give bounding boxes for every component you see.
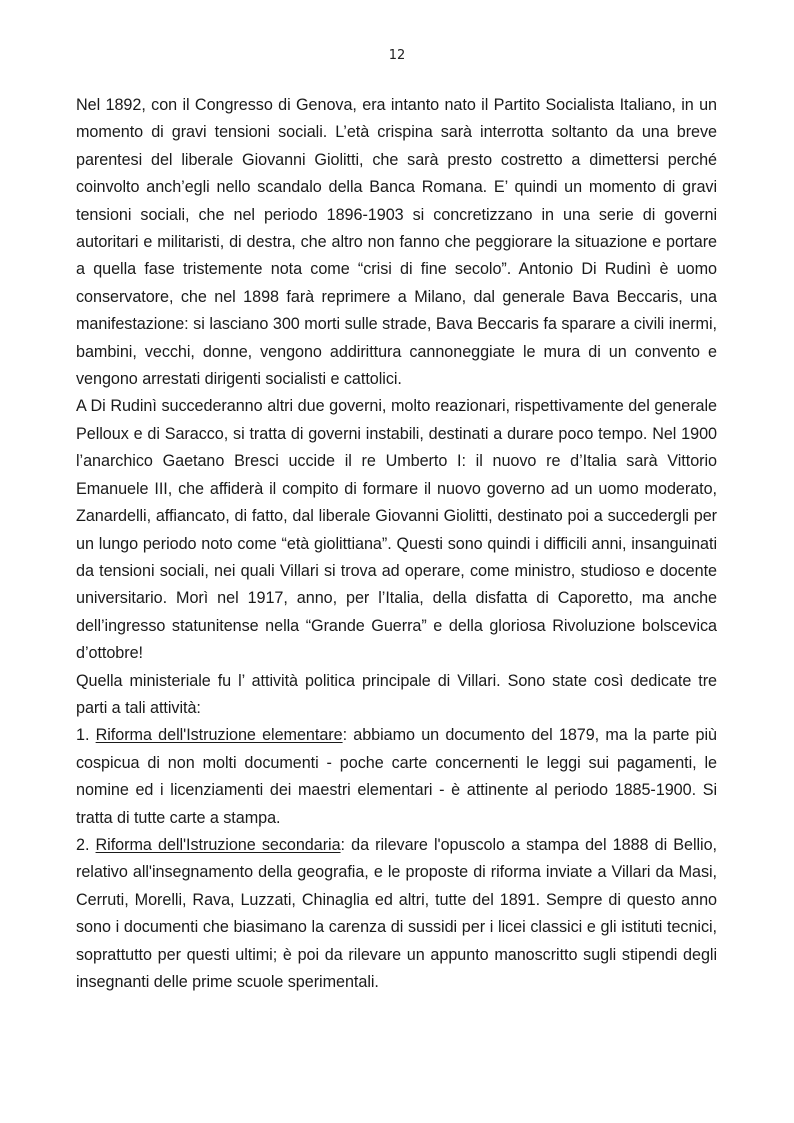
list-item-title: Riforma dell'Istruzione secondaria [95, 835, 341, 854]
list-item-text: : abbiamo un documento del 1879, ma la parte più cospicua di non molti documenti - poche carte concernenti le leggi sui pagamenti, le nomine ed i licenziamenti dei maestri elementari - è attinente al periodo 1885-1900. Si tratta di tutte carte a stampa. [76, 726, 717, 827]
list-item-elementary-reform [76, 722, 717, 832]
list-item-number: 2. [76, 835, 90, 854]
page-number: 12 [388, 48, 406, 63]
list-item-number: 1. [76, 726, 90, 745]
document-body [76, 92, 717, 996]
list-item-text: : da rilevare l'opuscolo a stampa del 1888 di Bellio, relativo all'insegnamento della geografia, e le proposte di riforma inviate a Villari da Masi, Cerruti, Morelli, Rava, Luzzati, Chinaglia ed altri, tutte del 1891. Sempre di questo anno sono i documenti che biasimano la carenza di sussidi per i licei classici e gli istituti tecnici, soprattutto per questi ultimi; è poi da rilevare un appunto manoscritto sugli stipendi degli insegnanti delle prime scuole sperimentali. [76, 835, 717, 991]
list-item-title: Riforma dell'Istruzione elementare [95, 726, 343, 745]
paragraph-governments: A Di Rudinì succederanno altri due governi, molto reazionari, rispettivamente del generale Pelloux e di Saracco, si tratta di governi instabili, destinati a durare poco tempo. Nel 1900 l’anarchico Gaetano Bresci uccide il re Umberto I: il nuovo re d’Italia sarà Vittorio Emanuele III, che affiderà il compito di formare il nuovo governo ad un uomo moderato, Zanardelli, affiancato, di fatto, dal liberale Giovanni Giolitti, destinato poi a succedergli per un lungo periodo noto come “età giolittiana”. Questi sono quindi i difficili anni, insanguinati da tensioni sociali, nei quali Villari si trova ad operare, come ministro, studioso e docente universitario. Morì nel 1917, anno, per l’Italia, della disfatta di Caporetto, ma anche dell’ingresso statunitense nella “Grande Guerra” e della gloriosa Rivoluzione bolscevica d’ottobre! [76, 397, 717, 663]
paragraph-political-context: Nel 1892, con il Congresso di Genova, era intanto nato il Partito Socialista Italiano, in un momento di gravi tensioni sociali. L’età crispina sarà interrotta soltanto da una breve parentesi del liberale Giovanni Giolitti, che sarà presto costretto a dimettersi perché coinvolto anch’egli nello scandalo della Banca Romana. E’ quindi un momento di gravi tensioni sociali, che nel periodo 1896-1903 si concretizzano in una serie di governi autoritari e militaristi, di destra, che altro non fanno che peggiorare la situazione e portare a quella fase tristemente nota come “crisi di fine secolo”. Antonio Di Rudinì è uomo conservatore, che nel 1898 farà reprimere a Milano, dal generale Bava Beccaris, una manifestazione: si lasciano 300 morti sulle strade, Bava Beccaris fa sparare a civili inermi, bambini, vecchi, donne, vengono addirittura cannoneggiate le mura di un convento e vengono arrestati dirigenti socialisti e cattolici. [76, 96, 717, 389]
list-item-secondary-reform [76, 832, 717, 996]
paragraph-ministerial-activity: Quella ministeriale fu l’ attività politica principale di Villari. Sono state così dedicate tre parti a tali attività: [76, 671, 717, 717]
